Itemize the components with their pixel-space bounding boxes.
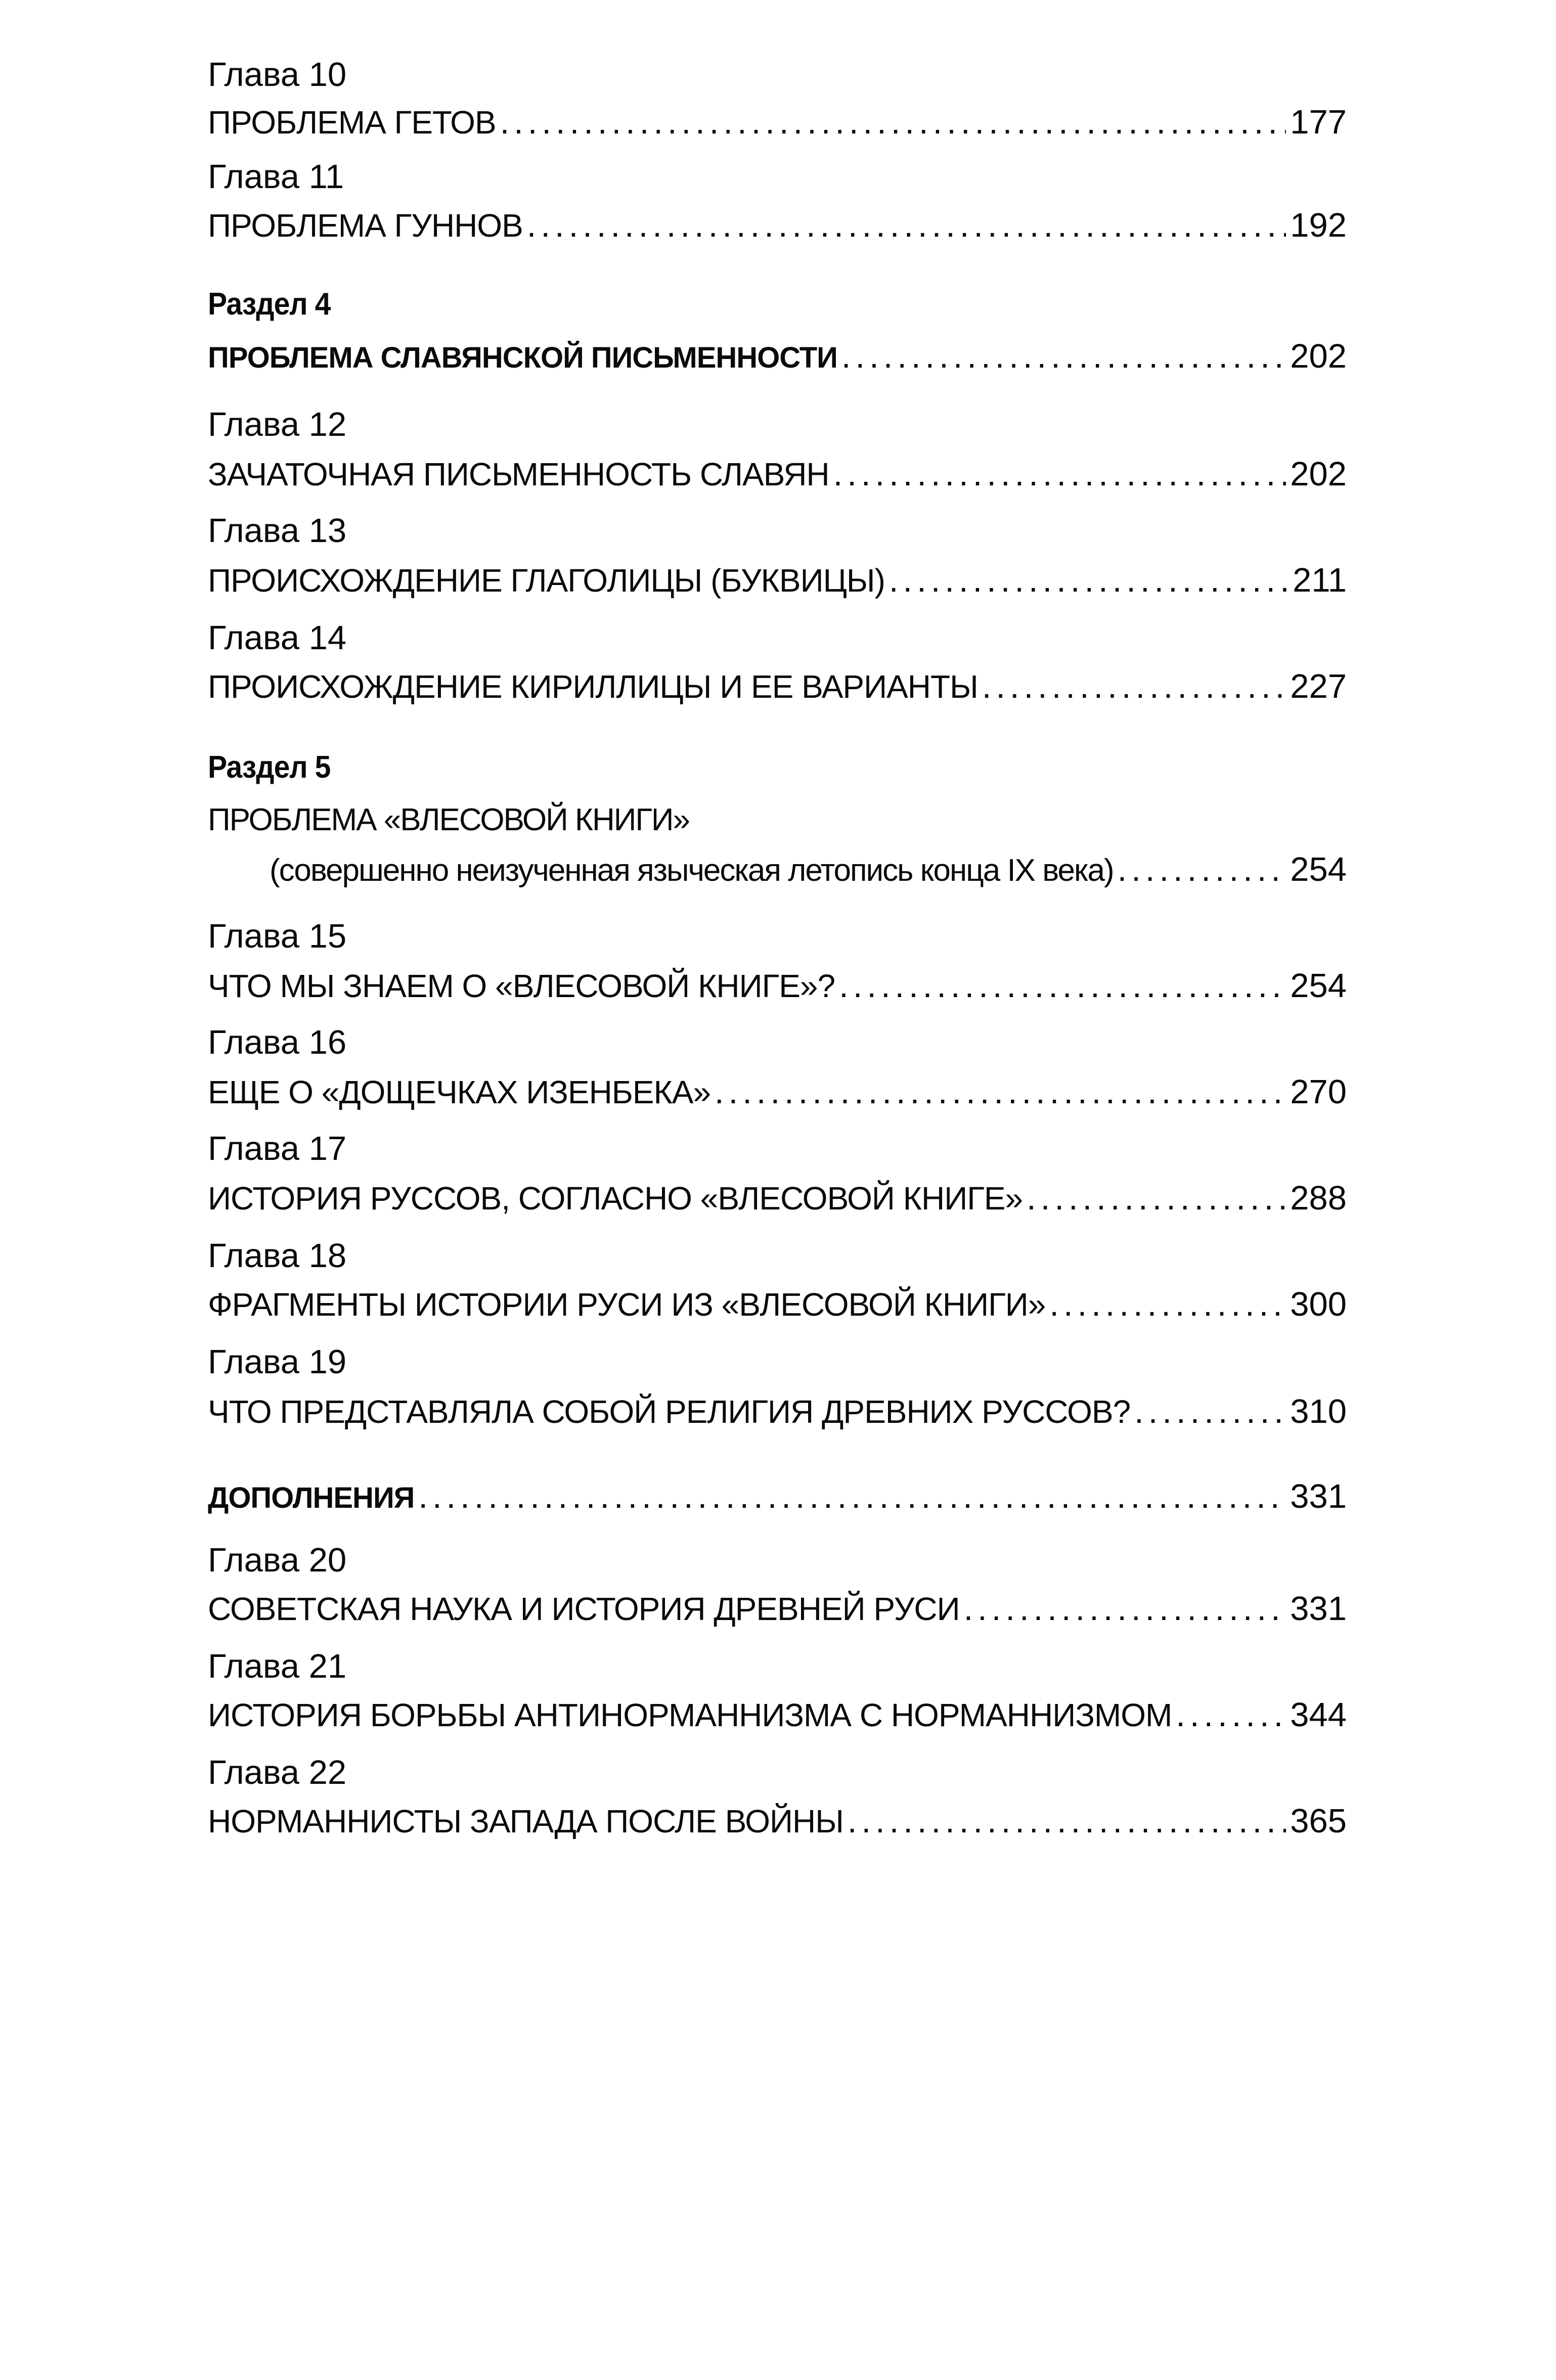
section-subtitle: (совершенно неизученная языческая летопись конца IX века): [270, 853, 1114, 888]
toc-row: [208, 1801, 1347, 1842]
chapter-title: ПРОИСХОЖДЕНИЕ КИРИЛЛИЦЫ И ЕЕ ВАРИАНТЫ: [208, 668, 978, 705]
toc-row: [208, 102, 1347, 143]
page-number: 288: [1290, 1179, 1347, 1217]
dot-leader: [500, 102, 1286, 143]
chapter-title: ЕЩЕ О «ДОЩЕЧКАХ ИЗЕНБЕКА»: [208, 1074, 711, 1110]
toc-row: [270, 849, 1347, 891]
page-number: 344: [1290, 1696, 1347, 1734]
page-number: 192: [1290, 206, 1347, 244]
page-number: 310: [1290, 1393, 1347, 1430]
toc-row: [208, 1178, 1347, 1219]
chapter-title: ЧТО ПРЕДСТАВЛЯЛА СОБОЙ РЕЛИГИЯ ДРЕВНИХ РУССОВ?: [208, 1394, 1131, 1430]
chapter-label: Глава 15: [208, 917, 347, 955]
chapter-title: ФРАГМЕНТЫ ИСТОРИИ РУСИ ИЗ «ВЛЕСОВОЙ КНИГИ»: [208, 1286, 1046, 1323]
page-number: 254: [1290, 850, 1347, 888]
chapter-title: ПРОБЛЕМА ГУННОВ: [208, 207, 523, 244]
toc-row: [208, 966, 1347, 1006]
chapter-label: Глава 18: [208, 1237, 347, 1275]
page-number: 202: [1290, 337, 1347, 375]
dot-leader: [1118, 849, 1286, 890]
page-number: 202: [1290, 455, 1347, 493]
chapter-label: Глава 14: [208, 619, 347, 657]
toc-row: [208, 1072, 1347, 1112]
toc-row: [208, 205, 1347, 246]
page-number: 177: [1290, 103, 1347, 141]
chapter-label: Глава 10: [208, 56, 347, 94]
toc-row: [208, 666, 1347, 707]
chapter-title: ПРОБЛЕМА ГЕТОВ: [208, 104, 496, 141]
toc-row: [208, 1391, 1347, 1432]
chapter-title: ИСТОРИЯ РУССОВ, СОГЛАСНО «ВЛЕСОВОЙ КНИГЕ»: [208, 1180, 1023, 1217]
dot-leader: [889, 560, 1288, 601]
section-title: ПРОБЛЕМА «ВЛЕСОВОЙ КНИГИ»: [208, 802, 689, 837]
page-number: 270: [1290, 1073, 1347, 1111]
toc-row: [208, 1476, 1347, 1518]
chapter-label: Глава 20: [208, 1541, 347, 1579]
toc-row: [208, 1284, 1347, 1325]
dot-leader: [841, 336, 1286, 377]
chapter-label: Глава 12: [208, 406, 347, 443]
chapter-label: Глава 13: [208, 512, 347, 550]
page-number: 300: [1290, 1285, 1347, 1323]
chapter-title: ЗАЧАТОЧНАЯ ПИСЬМЕННОСТЬ СЛАВЯН: [208, 456, 829, 492]
dot-leader: [964, 1589, 1286, 1629]
section-title: ПРОБЛЕМА СЛАВЯНСКОЙ ПИСЬМЕННОСТИ: [208, 341, 837, 374]
dot-leader: [833, 454, 1286, 495]
page-number: 227: [1290, 667, 1347, 705]
dot-leader: [839, 966, 1286, 1006]
page-number: 365: [1290, 1802, 1347, 1840]
chapter-label: Глава 21: [208, 1647, 347, 1685]
page-number: 254: [1290, 967, 1347, 1005]
dot-leader: [982, 666, 1286, 707]
chapter-title: ИСТОРИЯ БОРЬБЫ АНТИНОРМАННИЗМА С НОРМАННИЗМОМ: [208, 1697, 1172, 1733]
chapter-title: НОРМАННИСТЫ ЗАПАДА ПОСЛЕ ВОЙНЫ: [208, 1803, 843, 1839]
toc-row: [208, 560, 1347, 601]
chapter-label: Глава 19: [208, 1343, 347, 1381]
dot-leader: [1176, 1695, 1286, 1735]
section-label: Раздел 5: [208, 750, 331, 785]
dot-leader: [527, 205, 1286, 246]
dot-leader: [715, 1072, 1286, 1112]
chapter-title: СОВЕТСКАЯ НАУКА И ИСТОРИЯ ДРЕВНЕЙ РУСИ: [208, 1591, 960, 1627]
page-number: 331: [1290, 1477, 1347, 1515]
toc-row: [208, 454, 1347, 495]
section-title: ДОПОЛНЕНИЯ: [208, 1481, 415, 1514]
toc-row: [208, 1589, 1347, 1629]
page-number: 211: [1293, 561, 1347, 599]
chapter-title: ЧТО МЫ ЗНАЕМ О «ВЛЕСОВОЙ КНИГЕ»?: [208, 968, 835, 1004]
chapter-label: Глава 16: [208, 1023, 347, 1061]
dot-leader: [1027, 1178, 1286, 1219]
chapter-label: Глава 22: [208, 1754, 347, 1791]
chapter-title: ПРОИСХОЖДЕНИЕ ГЛАГОЛИЦЫ (БУКВИЦЫ): [208, 562, 885, 599]
dot-leader: [1134, 1391, 1286, 1432]
toc-row: [208, 1695, 1347, 1735]
section-label: Раздел 4: [208, 287, 331, 322]
dot-leader: [418, 1476, 1286, 1517]
dot-leader: [848, 1801, 1286, 1842]
chapter-label: Глава 17: [208, 1130, 347, 1167]
page-number: 331: [1290, 1590, 1347, 1628]
dot-leader: [1049, 1284, 1286, 1325]
toc-row: [208, 336, 1347, 378]
chapter-label: Глава 11: [208, 158, 344, 196]
